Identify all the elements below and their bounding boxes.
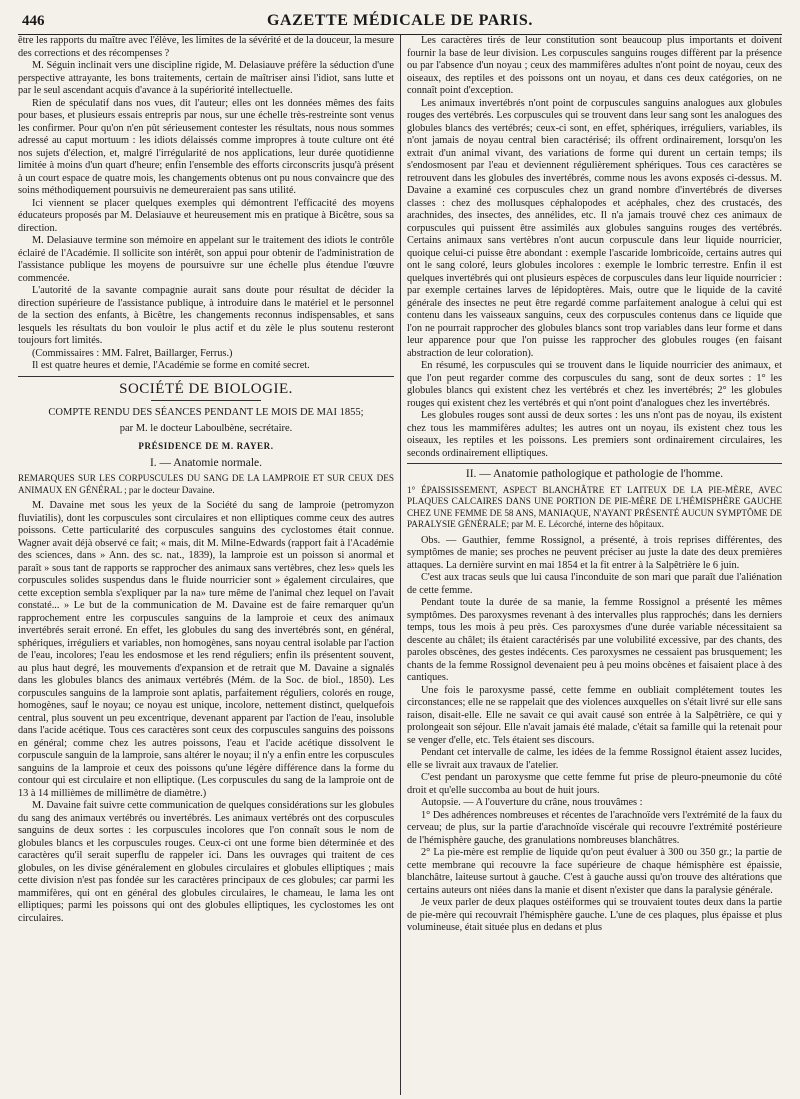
divider <box>151 400 261 401</box>
columns <box>18 35 782 1095</box>
divider <box>18 376 394 377</box>
paragraph: Les caractères tirés de leur constitution sont beaucoup plus importants et doivent fournir la base de leur division. Les corpuscules sanguins rouges diffèrent par la présence ou par l'absence d'un noyau ; ceux des mammifères adultes n'ont point de noyau, ceux des oiseaux, des reptiles et des poissons ont un noyau, et dans ces deux catégories, on ne connaît point d'exception. <box>406 35 782 96</box>
paragraph: Les animaux invertébrés n'ont point de corpuscules sanguins analogues aux globules rouges des vertébrés. Les corpuscules qui se trouvent dans leur sang sont les analogues des globules blancs des vertébrés; ceux-ci sont, en effet, sphériques, irréguliers, variables, ils n'ont jamais de noyau central bien caractérisé; ils offrent ordinairement, lorsqu'on les extrait d'un animal vivant, des variations de forme qui durent un certain temps; ils s'endosmosent par l'eau et deviennent régulièrement sphériques. Tous ces caractères se retrouvent dans les globules des invertébrés, comme nous les avons exposés ci-dessus. M. Davaine a examiné ces corpuscules chez un grand nombre d'invertébrés de diverses classes : chez des mollusques céphalopodes et acéphales, chez des crustacés, des arachnides, des insectes, des annélides, etc. Il n'a jamais trouvé chez ces animaux de corpuscules qui puissent être assimilés aux globules sanguins rouges des vertébrés. Certains animaux sans vertèbres n'ont aucun corpuscule dans leur liquide nourricier, quoique celui-ci puisse être abondant : exemple l'ascaride lombricoïde, certains autres qui ont le sang coloré, leurs globules incolores : exemple le lombric terrestre. Enfin il est quelques invertébrés qui ont plusieurs espèces de corpuscules dans leur liquide nourricier : par exemple certaines larves de lépidoptères. Mais, outre que le liquide de la cavité générale des insectes ne peut être regardé comme parfaitement analogue à celui qui est contenu dans les vaisseaux sanguins, ceux des corpuscules contenus dans ce liquide que l'on ne pourrait rapprocher des globules blancs sont trop variables dans leur forme et dans leur apparence pour que l'on puisse les rapprocher des globules rouges (en faisant abstraction de leur coloration). <box>406 97 782 359</box>
society-title: SOCIÉTÉ DE BIOLOGIE. <box>119 380 293 397</box>
article-title: 1° ÉPAISSISSEMENT, ASPECT BLANCHÂTRE ET LAITEUX DE LA PIE-MÈRE, AVEC PLAQUES CALCAIRES DANS UNE PORTION DE PIE-MÈRE DE L'HÉMISPHÈRE GAUCHE CHEZ UNE FEMME DE 58 ANS, MANIAQUE, N'AYANT PRÉSENTÉ AUCUN SYMPTÔME DE PARALYSIE GÉNÉRALE; par M. E. Lécorché, interne des hôpitaux. <box>406 484 782 529</box>
paragraph: (Commissaires : MM. Falret, Baillarger, Ferrus.) <box>32 347 233 359</box>
paragraph: 2° La pie-mère est remplie de liquide qu'on peut évaluer à 300 ou 350 gr.; la partie de cette membrane qui recouvre la face supérieure de chaque hémisphère est épaissie, blanchâtre, laiteuse surtout à gauche. C'est à gauche aussi qu'on trouve des altérations que certains auteurs ont niées dans la manie et disent n'exister que dans la paralysie générale. <box>406 847 782 896</box>
paragraph: M. Delasiauve termine son mémoire en appelant sur le traitement des idiots le contrôle éclairé de l'Académie. Il sollicite son intérêt, son appui pour obtenir de l'administration de l'assistance publique les moyens de poursuivre sur une échelle plus étendue l'œuvre commencée. <box>18 235 394 284</box>
paragraph: C'est aux tracas seuls que lui causa l'inconduite de son mari que paraît due l'aliénation de cette femme. <box>406 572 782 596</box>
section-heading: I. — Anatomie normale. <box>149 456 263 469</box>
left-column <box>18 35 400 1095</box>
presidence: PRÉSIDENCE DE M. RAYER. <box>138 441 274 451</box>
paragraph: M. Davaine fait suivre cette communication de quelques considérations sur les globules du sang des animaux vertébrés ou invertébrés. Les animaux vertébrés ont des corpuscules sanguins de deux sortes : les corpuscules incolores que l'on connaît sous le nom de globules blancs et les corpuscules rouges. Ceux-ci ont une forme bien déterminée et des caractères qu'il serait superflu de rappeler ici. Dans les ouvrages qui traitent de ces globules, on les divise généralement en globules circulaires et globules elliptiques ; mais cette division n'est pas fondée sur les caractères principaux de ces globules; car parmi les mammifères, qui ont en général des globules circulaires, le chameau, le lama les ont elliptiques; parmi les poissons qui ont des globules elliptiques, les cyclostomes les ont circulaires. <box>18 800 394 924</box>
paragraph: Il est quatre heures et demie, l'Académie se forme en comité secret. <box>32 360 310 371</box>
right-column <box>400 35 782 1095</box>
section-heading: II. — Anatomie pathologique et pathologie de l'homme. <box>465 468 724 480</box>
paragraph: M. Séguin inclinait vers une discipline rigide, M. Delasiauve préfère la séduction d'une perspective attrayante, les bons traitements, certain de maîtriser ainsi l'idiot, sans lutte et par le seul ascendant acquis d'avance à la supériorité intellectuelle. <box>18 60 394 96</box>
paragraph: être les rapports du maître avec l'élève, les limites de la sévérité et de la douceur, la mesure des corrections et des récompenses ? <box>18 35 394 59</box>
paragraph: L'autorité de la savante compagnie aurait sans doute pour résultat de décider la direction supérieure de l'assistance publique, à introduire dans le matériel et le personnel de la section des enfants, à Bicêtre, les changements reconnus indispensables, et sans lesquels les résultats du bon vouloir le plus actif et du zèle le plus soutenu resteront toujours fort limités. <box>18 285 394 346</box>
journal-title: GAZETTE MÉDICALE DE PARIS. <box>266 12 533 29</box>
page-number: 446 <box>22 13 45 29</box>
paragraph: En résumé, les corpuscules qui se trouvent dans le liquide nourricier des animaux, et que l'on peut regarder comme des corpuscules du sang, sont de deux sortes : 1° les globules blancs qui existent chez les vertébrés et chez les invertébrés; 2° les globules rouges qui existent chez les vertébrés et qui n'ont point d'analogues chez les invertébrés. <box>406 360 782 409</box>
paragraph: 1° Des adhérences nombreuses et récentes de l'arachnoïde vers l'extrémité de la faux du cerveau; de plus, sur la partie d'arachnoïde viscérale qui recouvre l'extrémité postérieure de l'hémisphère gauche, des granulations nombreuses blanchâtres. <box>406 809 782 846</box>
compte-rendu-line-1: COMPTE RENDU DES SÉANCES PENDANT LE MOIS DE MAI 1855; <box>48 407 364 418</box>
paragraph: M. Davaine met sous les yeux de la Société du sang de lamproie (petromyzon fluviatilis), dont les corpuscules sont circulaires et non elliptiques comme ceux des autres poissons. Cette particularité des corpuscules sanguins des cyclostomes était connue. Wagner avait déjà observé ce fait; « mais, dit M. Milne-Edwards (rapport fait à l'Académie des sciences, dans » Ann. des sc. nat., 1839), la lamproie est un poisson si anormal et paraît » sous tant de rapports se rapprocher des animaux sans vertèbres, chez les» quels les corpuscules solides suspendus dans le fluide nourricier sont » également circulaires, que cette exception sembla s'expliquer par la na» ture même de l'animal chez lequel on l'avait constaté... » Le but de la communication de M. Davaine est de faire remarquer qu'un rapprochement entre les corpuscules sanguins de la lamproie et ceux des animaux invertébrés serait erroné. En effet, les globules du sang des invertébrés sont, en général, sphériques, irréguliers et variables, non homogènes, sans noyau central isolable par l'action de l'eau, incolores; l'eau les endosmose et les rend réguliers; enfin ils présentent souvent, au plus haut degré, les mouvements d'expansion et de retrait que M. Davaine a signalés dans les globules blancs des animaux vertébrés (Mém. de la Soc. de biol., 1850). Les corpuscules sanguins de la lamproie sont aplatis, parfaitement réguliers, colorés en rouge, homogènes, sauf le noyau; ce noyau est unique, incolore, nettement distinct, quelquefois central, plus souvent un peu excentrique, devenant apparent par l'action de l'eau, insoluble dans l'acide acétique. Tous ces caractères sont ceux des corpuscules sanguins des poissons en général; comme chez les autres poissons, l'eau et l'acide acétique dissolvent le corpuscule sanguin de la lamproie, sans altérer le noyau; il n'y a enfin entre les corpuscules sanguins de la lamproie et ceux des poissons qu'une légère différence dans la forme du contour qui est circulaire et non elliptique. (Les corpuscules du sang de la lamproie ont de 13 à 14 millièmes de millimètre de diamètre.) <box>18 500 394 799</box>
compte-rendu-line-2: par M. le docteur Laboulbène, secrétaire. <box>119 423 293 434</box>
paragraph: Une fois le paroxysme passé, cette femme en oubliait complétement toutes les circonstances; elle ne se rappelait que des violences auxquelles on s'était livré sur elle sans raison, disait-elle. Elle ne savait ce qui avait causé son entrée à la Salpêtrière, ce qui y prolongeait son séjour. Elle n'avait jamais été malade, c'était sa famille qui la retenait pour se venger d'elle, etc. Tels étaient ses discours. <box>406 684 782 746</box>
paragraph: Pendant toute la durée de sa manie, la femme Rossignol a présenté les mêmes symptômes. Des paroxysmes revenant à des intervalles plus rapprochés; dans les derniers temps, tous les mois à peu près. Ces paroxysmes d'une durée variable nécessitaient sa descente au châlet; ils étaient caractérisés par une volubilité excessive, par des chants, des paroles obscènes, des gestes indécents. Ces paroxysmes ne cessaient pas brusquement; les chants de la femme Rossignol devenaient peu à peu moins obcènes et faisaient place à des cantiques. <box>406 597 782 683</box>
paragraph: Obs. — Gauthier, femme Rossignol, a présenté, à trois reprises différentes, des symptômes de manie; ses proches ne peuvent préciser au juste la date des deux premières attaques. La dernière survint en mai 1854 et la fit entrer à la Salpêtrière le 6 juin. <box>406 534 782 571</box>
paragraph: Je veux parler de deux plaques ostéiformes qui se trouvaient toutes deux dans la partie de pie-mère qui recouvrait l'hémisphère gauche. L'une de ces plaques, plus épaisse et plus volumineuse, était située plus en dedans et plus <box>406 897 782 933</box>
page-header <box>18 10 782 35</box>
paragraph: Ici viennent se placer quelques exemples qui démontrent l'efficacité des moyens éducateurs proposés par M. Delasiauve et heureusement mis en pratique à Bicêtre, sous sa direction. <box>18 197 394 234</box>
paragraph: Pendant cet intervalle de calme, les idées de la femme Rossignol étaient assez lucides, elle se livrait aux travaux de l'atelier. <box>406 747 782 771</box>
paragraph: Autopsie. — A l'ouverture du crâne, nous trouvâmes : <box>420 797 643 808</box>
article-title: REMARQUES SUR LES CORPUSCULES DU SANG DE LA LAMPROIE ET SUR CEUX DES ANIMAUX EN GÉNÉRAL ; par le docteur Davaine. <box>18 473 394 495</box>
divider <box>407 463 782 464</box>
paragraph: Rien de spéculatif dans nos vues, dit l'auteur; elles ont les données mêmes des faits pour bases, et plusieurs essais entrepris par nous, sur une échelle très-restreinte sont venus les confirmer. Pour qu'on n'en pût sérieusement contester les résultats, nous nous sommes adressé au caput mortuum : les idiots délaissés comme impropres à toute culture ont été nos sujets d'élection, et, malgré l'irrégularité de nos applications, leur durée quotidienne limitée à moins d'un quart d'heure; enfin l'ensemble des efforts circonscrits jusqu'à présent à un court espace de quatre mois, les changements obtenus ont pu nous convaincre que des soins méthodiquement poursuivis ne demeureraient pas sans utilité. <box>18 97 394 196</box>
paragraph: Les globules rouges sont aussi de deux sortes : les uns n'ont pas de noyau, ils existent chez tous les mammifères adultes; les autres ont un noyau, ils existent chez tous les oiseaux, les reptiles et les poissons. Les premiers sont ordinairement circulaires, les seconds ordinairement elliptiques. <box>406 410 782 459</box>
paragraph: C'est pendant un paroxysme que cette femme fut prise de pleuro-pneumonie du côté droit et qu'elle succomba au bout de huit jours. <box>406 772 782 796</box>
